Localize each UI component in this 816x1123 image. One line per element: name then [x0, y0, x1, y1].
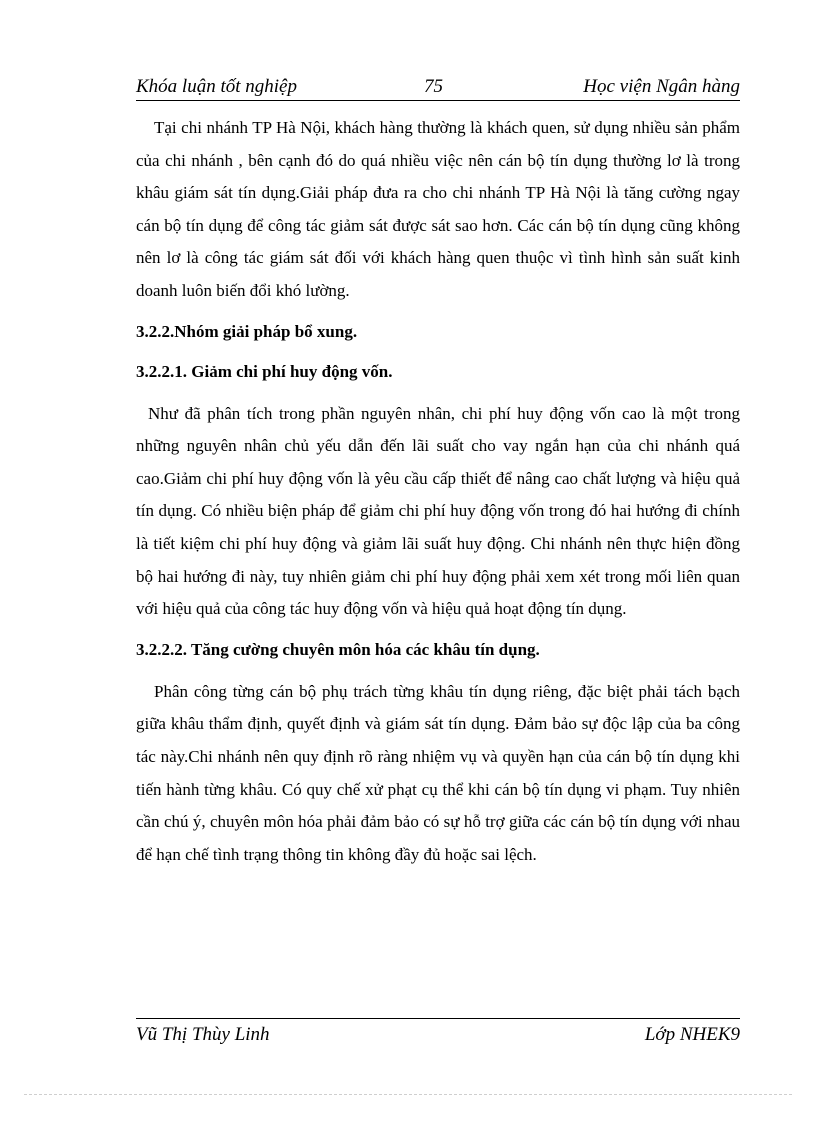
section-heading: 3.2.2.Nhóm giải pháp bổ xung. — [136, 321, 358, 341]
page-number: 75 — [424, 76, 443, 97]
page-body — [136, 112, 740, 871]
subsection-2-paragraph: Phân công từng cán bộ phụ trách từng khâu tín dụng riêng, đặc biệt phải tách bạch giữa khâu thẩm định, quyết định và giám sát tín dụng. Đảm bảo sự độc lập của ba công tác này.Chi nhánh nên quy định rõ ràng nhiệm vụ và quyền hạn của cán bộ tín dụng khi tiến hành từng khâu. Có quy chế xử phạt cụ thể khi cán bộ tín dụng vi phạm. Tuy nhiên cần chú ý, chuyên môn hóa phải đảm bảo có sự hỗ trợ giữa các cán bộ tín dụng với nhau để hạn chế tình trạng thông tin không đầy đủ hoặc sai lệch. — [136, 681, 740, 864]
page-footer — [136, 1018, 740, 1049]
header-institution: Học viện Ngân hàng — [583, 76, 740, 97]
header-thesis-title: Khóa luận tốt nghiệp — [136, 76, 297, 97]
footer-class: Lớp NHEK9 — [644, 1024, 740, 1045]
page-header — [136, 74, 740, 101]
subsection-1-paragraph: Như đã phân tích trong phần nguyên nhân, chi phí huy động vốn cao là một trong những nguyên nhân chủ yếu dẫn đến lãi suất cho vay ngắn hạn của chi nhánh quá cao.Giảm chi phí huy động vốn là yêu cầu cấp thiết để nâng cao chất lượng và hiệu quả tín dụng. Có nhiều biện pháp để giảm chi phí huy động vốn trong đó hai hướng đi chính là tiết kiệm chi phí huy động và giảm lãi suất huy động. Chi nhánh nên thực hiện đồng bộ hai hướng đi này, tuy nhiên giảm chi phí huy động phải xem xét trong mối liên quan với hiệu quả của công tác huy động vốn và hiệu quả hoạt động tín dụng. — [136, 403, 740, 619]
subsection-2-heading: 3.2.2.2. Tăng cường chuyên môn hóa các khâu tín dụng. — [136, 639, 540, 659]
subsection-1-heading: 3.2.2.1. Giảm chi phí huy động vốn. — [136, 361, 393, 381]
page-edge-divider — [24, 1094, 792, 1095]
footer-author: Vũ Thị Thùy Linh — [136, 1024, 270, 1045]
intro-paragraph: Tại chi nhánh TP Hà Nội, khách hàng thường là khách quen, sử dụng nhiều sản phẩm của chi nhánh , bên cạnh đó do quá nhiều việc nên cán bộ tín dụng thường lơ là trong khâu giám sát tín dụng.Giải pháp đưa ra cho chi nhánh TP Hà Nội là tăng cường ngay cán bộ tín dụng để công tác giảm sát được sát sao hơn. Các cán bộ tín dụng cũng không nên lơ là công tác giám sát đối với khách hàng quen thuộc vì tình hình sản suất kinh doanh luôn biến đổi khó lường. — [136, 118, 740, 300]
